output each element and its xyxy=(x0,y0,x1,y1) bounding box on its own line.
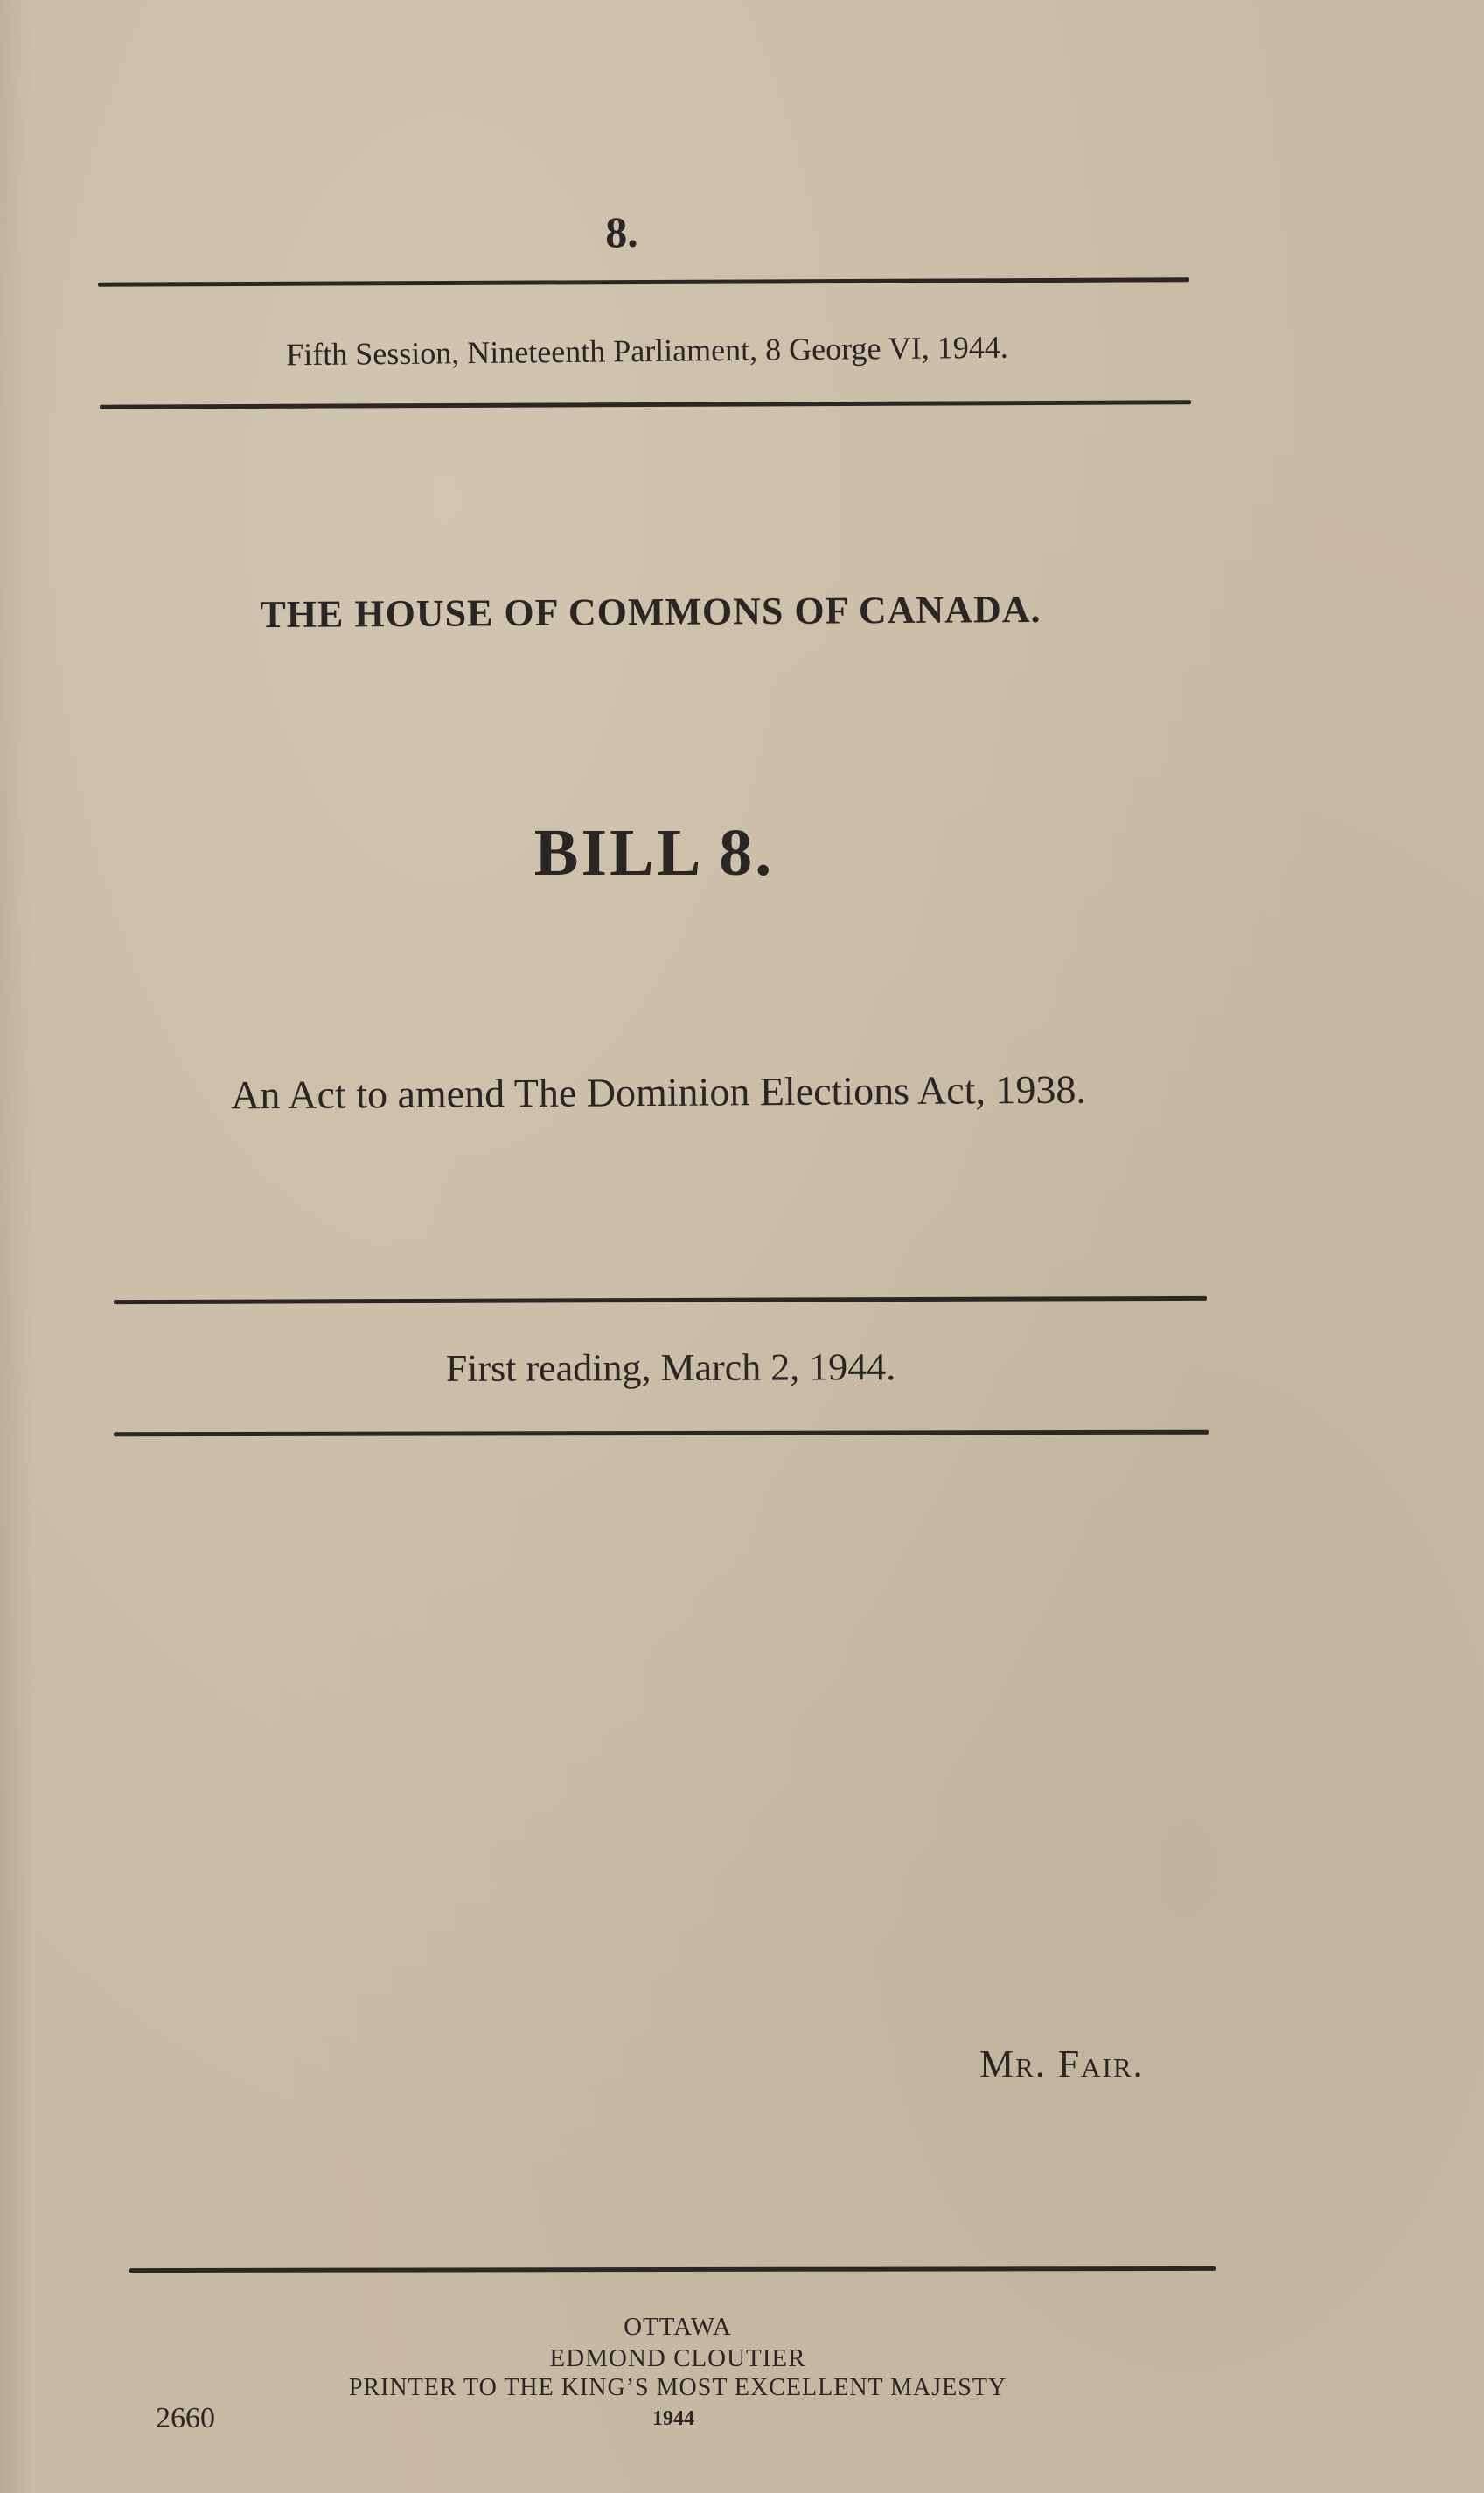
reading-rule-lower xyxy=(114,1430,1209,1437)
imprint-printer: EDMOND CLOUTIER xyxy=(549,2344,806,2372)
bill-number-top: 8. xyxy=(605,207,638,256)
top-rule-lower xyxy=(100,400,1191,409)
session-line: Fifth Session, Nineteenth Parliament, 8 George VI, 1944. xyxy=(286,329,1008,373)
imprint-title: PRINTER TO THE KING’S MOST EXCELLENT MAJESTY xyxy=(348,2374,1007,2401)
house-title: THE HOUSE OF COMMONS OF CANADA. xyxy=(260,587,1042,637)
job-number: 2660 xyxy=(156,2402,215,2434)
sponsor-name: Mr. Fair. xyxy=(979,2043,1145,2085)
imprint-year: 1944 xyxy=(652,2407,694,2430)
first-reading-line: First reading, March 2, 1944. xyxy=(445,1345,896,1390)
imprint-city: OTTAWA xyxy=(624,2313,732,2341)
bill-heading: BILL 8. xyxy=(533,816,775,890)
top-rule-upper xyxy=(98,277,1189,286)
reading-rule-upper xyxy=(114,1296,1207,1304)
act-title: An Act to amend The Dominion Elections Act, 1938. xyxy=(230,1066,1087,1118)
imprint-rule xyxy=(129,2266,1216,2273)
